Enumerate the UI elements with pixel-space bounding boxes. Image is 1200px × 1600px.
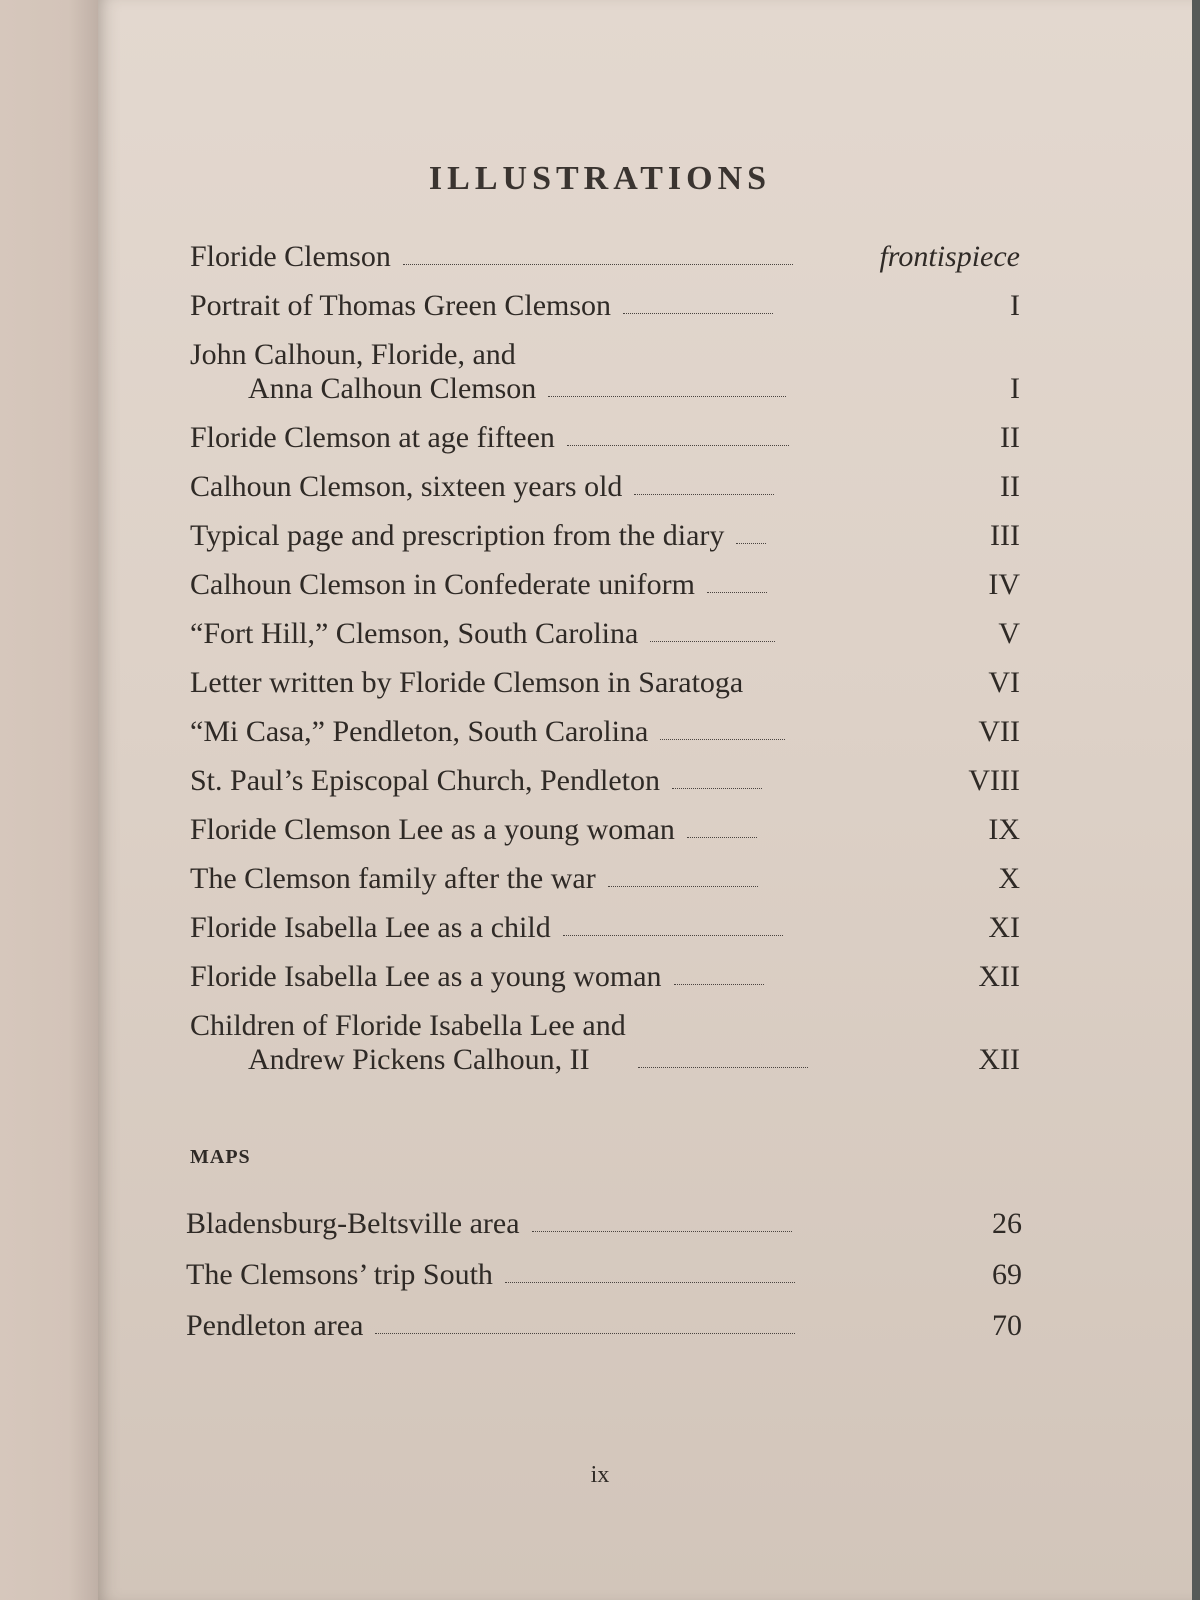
dot-leader bbox=[532, 1231, 792, 1232]
illustration-entry bbox=[190, 406, 1020, 455]
facing-page-edge bbox=[0, 0, 98, 1600]
entry-title-line: The Clemsons’ trip South bbox=[186, 1258, 493, 1291]
entry-title bbox=[190, 1009, 626, 1077]
illustrations-list bbox=[190, 225, 1020, 1077]
entry-page: frontispiece bbox=[879, 240, 1020, 273]
dot-leader bbox=[623, 313, 773, 314]
illustration-entry bbox=[190, 602, 1020, 651]
entry-title-line: St. Paul’s Episcopal Church, Pendleton bbox=[190, 764, 660, 797]
entry-page: I bbox=[1010, 372, 1020, 405]
illustration-entry bbox=[190, 896, 1020, 945]
entry-title-line: Floride Isabella Lee as a child bbox=[190, 911, 551, 944]
entry-page: I bbox=[1010, 289, 1020, 322]
entry-title bbox=[186, 1207, 520, 1241]
entry-page: 70 bbox=[992, 1309, 1022, 1342]
entry-page: II bbox=[1000, 470, 1020, 503]
illustration-entry bbox=[190, 700, 1020, 749]
entry-title-line: Children of Floride Isabella Lee and bbox=[190, 1009, 626, 1042]
dot-leader bbox=[375, 1333, 795, 1334]
entry-page: XII bbox=[978, 960, 1020, 993]
dot-leader bbox=[672, 788, 762, 789]
maps-heading: MAPS bbox=[190, 1146, 251, 1168]
dot-leader bbox=[687, 837, 757, 838]
entry-title bbox=[190, 911, 551, 945]
entry-title-line: Floride Clemson at age fifteen bbox=[190, 421, 555, 454]
page-number: ix bbox=[590, 1462, 610, 1488]
dot-leader bbox=[638, 1067, 808, 1068]
entry-title bbox=[190, 519, 724, 553]
entry-title-line: Floride Clemson Lee as a young woman bbox=[190, 813, 675, 846]
entry-title-line: Floride Clemson bbox=[190, 240, 391, 273]
illustration-entry bbox=[190, 274, 1020, 323]
entry-title-line: Calhoun Clemson in Confederate uniform bbox=[190, 568, 695, 601]
dot-leader bbox=[634, 494, 774, 495]
entry-title bbox=[190, 764, 660, 798]
entry-title-line: “Mi Casa,” Pendleton, South Carolina bbox=[190, 715, 649, 748]
entry-page: XII bbox=[978, 1043, 1020, 1076]
entry-title bbox=[190, 289, 611, 323]
illustration-entry bbox=[190, 651, 1020, 700]
entry-title bbox=[190, 715, 648, 749]
entry-title-line: Calhoun Clemson, sixteen years old bbox=[190, 470, 623, 503]
entry-title-line: Typical page and prescription from the diary bbox=[190, 519, 725, 552]
maps-list bbox=[186, 1190, 1022, 1343]
entry-title-line: Floride Isabella Lee as a young woman bbox=[190, 960, 662, 993]
entry-page: 69 bbox=[992, 1258, 1022, 1291]
entry-title-line: Bladensburg-Beltsville area bbox=[186, 1207, 520, 1240]
entry-title bbox=[190, 568, 695, 602]
entry-page: II bbox=[1000, 421, 1020, 454]
entry-title bbox=[190, 666, 743, 700]
entry-title bbox=[186, 1309, 363, 1343]
entry-page: IX bbox=[988, 813, 1020, 846]
dot-leader bbox=[505, 1282, 795, 1283]
entry-title bbox=[190, 813, 675, 847]
illustration-entry bbox=[190, 504, 1020, 553]
entry-title-line: Portrait of Thomas Green Clemson bbox=[190, 289, 612, 322]
dot-leader bbox=[674, 984, 764, 985]
entry-title-line: The Clemson family after the war bbox=[190, 862, 596, 895]
dot-leader bbox=[548, 396, 786, 397]
entry-page: VI bbox=[988, 666, 1020, 699]
dot-leader bbox=[707, 592, 767, 593]
dot-leader bbox=[650, 641, 775, 642]
entry-title bbox=[190, 338, 536, 406]
entry-title-continuation: Anna Calhoun Clemson bbox=[248, 372, 537, 405]
entry-title-line: “Fort Hill,” Clemson, South Carolina bbox=[190, 617, 639, 650]
entry-page: III bbox=[990, 519, 1020, 552]
map-entry bbox=[186, 1190, 1022, 1241]
entry-title bbox=[186, 1258, 493, 1292]
page-heading: ILLUSTRATIONS bbox=[428, 160, 772, 197]
entry-title bbox=[190, 421, 555, 455]
illustration-entry bbox=[190, 945, 1020, 994]
dot-leader bbox=[660, 739, 785, 740]
dot-leader bbox=[608, 886, 758, 887]
entry-page: VII bbox=[978, 715, 1020, 748]
illustration-entry bbox=[190, 994, 1020, 1077]
entry-title-line: Letter written by Floride Clemson in Saratoga bbox=[190, 666, 744, 699]
entry-title bbox=[190, 240, 391, 274]
dot-leader bbox=[403, 264, 793, 265]
entry-title bbox=[190, 862, 596, 896]
dot-leader bbox=[567, 445, 789, 446]
entry-page: XI bbox=[988, 911, 1020, 944]
entry-title-continuation: Andrew Pickens Calhoun, II bbox=[248, 1043, 590, 1076]
illustration-entry bbox=[190, 798, 1020, 847]
entry-title-line: John Calhoun, Floride, and bbox=[190, 338, 516, 371]
illustration-entry bbox=[190, 847, 1020, 896]
dot-leader bbox=[736, 543, 766, 544]
dot-leader bbox=[563, 935, 783, 936]
entry-page: IV bbox=[988, 568, 1020, 601]
entry-title-line: Pendleton area bbox=[186, 1309, 364, 1342]
entry-page: V bbox=[998, 617, 1020, 650]
illustration-entry bbox=[190, 749, 1020, 798]
illustration-entry bbox=[190, 553, 1020, 602]
map-entry bbox=[186, 1292, 1022, 1343]
entry-page: 26 bbox=[992, 1207, 1022, 1240]
illustration-entry bbox=[190, 323, 1020, 406]
entry-title bbox=[190, 960, 662, 994]
background-edge bbox=[1192, 0, 1200, 1600]
entry-page: VIII bbox=[968, 764, 1020, 797]
illustration-entry bbox=[190, 455, 1020, 504]
entry-title bbox=[190, 470, 622, 504]
map-entry bbox=[186, 1241, 1022, 1292]
entry-page: X bbox=[998, 862, 1020, 895]
illustration-entry bbox=[190, 225, 1020, 274]
entry-title bbox=[190, 617, 638, 651]
